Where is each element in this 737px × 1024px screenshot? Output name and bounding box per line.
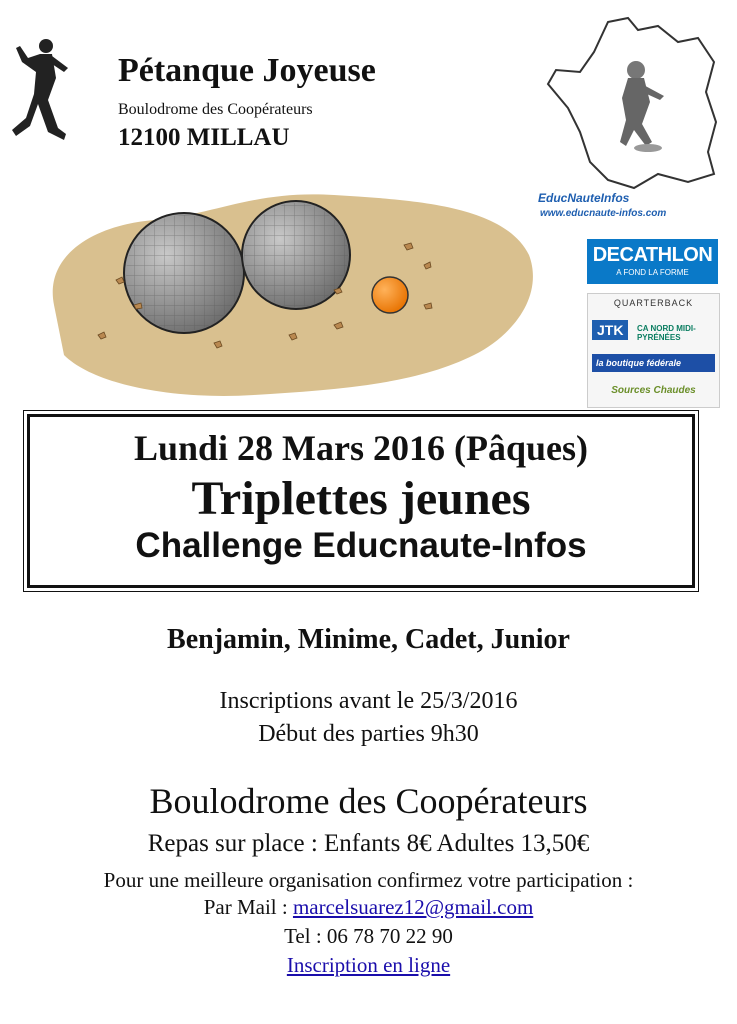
categories: Benjamin, Minime, Cadet, Junior [167, 624, 570, 655]
sponsor-logos-panel [587, 293, 720, 408]
registration-deadline: Inscriptions avant le 25/3/2016 [219, 688, 518, 714]
venue: Boulodrome des Coopérateurs [149, 781, 588, 821]
player-silhouette-icon [8, 38, 74, 150]
boule-left [124, 213, 244, 333]
club-city: 12100 MILLAU [118, 124, 290, 151]
educnaute-logo-text: EducNauteInfos [538, 191, 630, 205]
sponsor-row-2 [592, 320, 715, 344]
decathlon-logo [587, 239, 718, 284]
sources-chaudes-logo: Sources Chaudes [611, 385, 696, 396]
online-signup-link[interactable]: Inscription en ligne [286, 953, 451, 977]
start-time: Début des parties 9h30 [258, 721, 479, 747]
educnaute-url: www.educnaute-infos.com [540, 208, 667, 219]
club-name: Pétanque Joyeuse [118, 52, 376, 89]
mail-link[interactable]: marcelsuarez12@gmail.com [292, 895, 534, 919]
france-map-icon [538, 12, 723, 194]
decathlon-tagline: A FOND LA FORME [616, 268, 689, 277]
quarterback-logo: QUARTERBACK [613, 298, 694, 308]
phone-number: Tel : 06 78 70 22 90 [284, 924, 453, 948]
club-subtitle: Boulodrome des Coopérateurs [118, 101, 313, 118]
cochonnet [372, 277, 408, 313]
jtk-logo: JTK [592, 320, 628, 340]
signup-line [0, 953, 737, 978]
mail-line [0, 895, 737, 920]
mail-label: Par Mail : [203, 895, 288, 919]
petanque-boules-illustration [34, 185, 534, 405]
credit-agricole-logo: CA NORD MIDI-PYRÉNÉES [636, 323, 696, 342]
event-date: Lundi 28 Mars 2016 (Pâques) [133, 428, 589, 468]
boutique-federale-logo: la boutique fédérale [592, 354, 715, 372]
boule-right [242, 201, 350, 309]
event-title: Triplettes jeunes [191, 471, 531, 525]
event-box [27, 414, 695, 588]
meal-prices: Repas sur place : Enfants 8€ Adultes 13,50€ [147, 830, 590, 857]
event-challenge: Challenge Educnaute-Infos [135, 525, 587, 565]
decathlon-name: DECATHLON [592, 244, 713, 266]
confirm-note: Pour une meilleure organisation confirmez votre participation : [103, 868, 634, 892]
